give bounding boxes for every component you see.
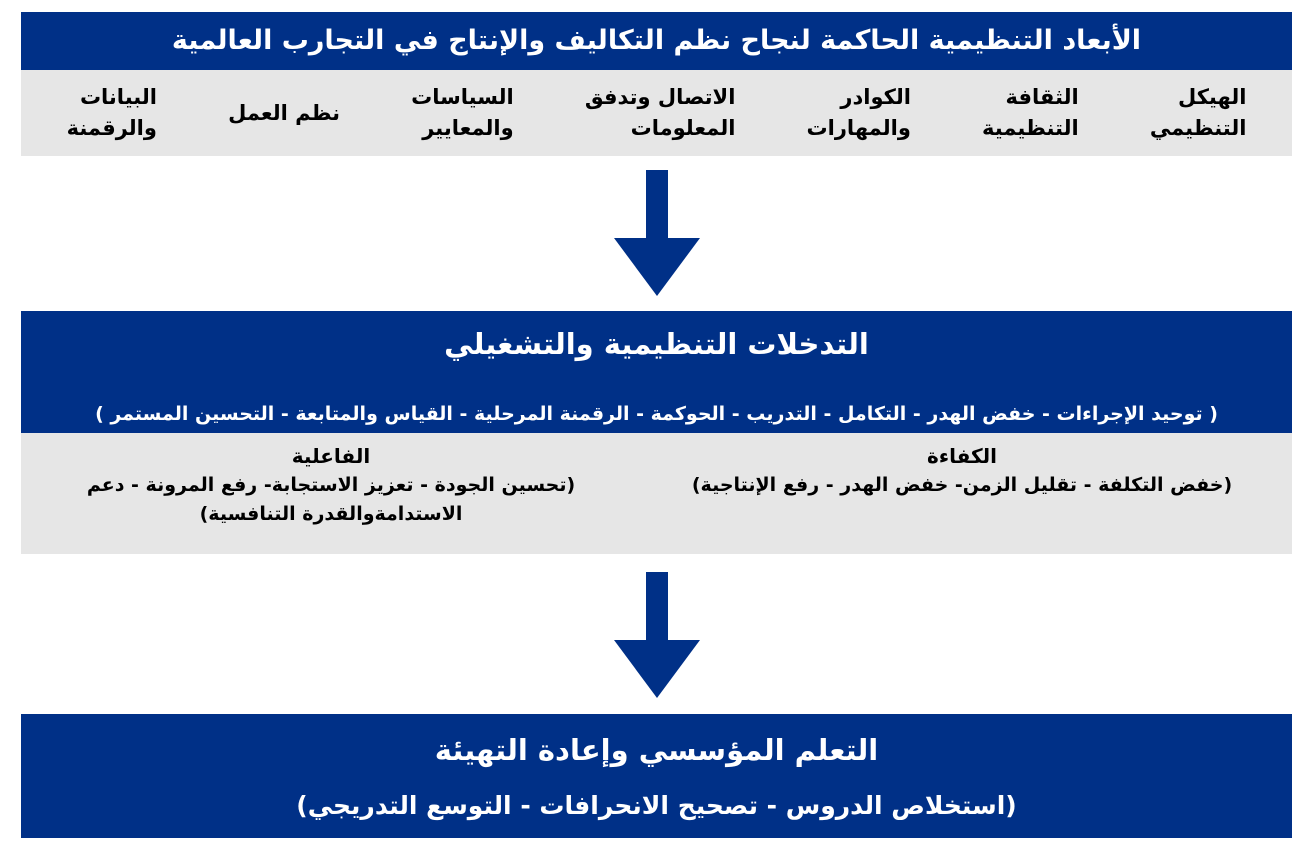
dimension-data-digitization: البيانات والرقمنة [66, 85, 157, 140]
down-arrow-icon [614, 572, 700, 698]
dimension-work-systems: نظم العمل [228, 100, 340, 125]
effectiveness-title: الفاعلية [291, 444, 371, 468]
effectiveness-block [31, 441, 631, 529]
dimension-policies: السياسات والمعايير [411, 85, 514, 140]
effectiveness-body: (تحسين الجودة - تعزيز الاستجابة- رفع المرونة - دعم الاستدامةوالقدرة التنافسية) [86, 474, 576, 525]
dimensions-header: الأبعاد التنظيمية الحاكمة لنجاح نظم التكاليف والإنتاج في التجارب العالمية [21, 12, 1292, 70]
efficiency-block [642, 441, 1282, 500]
interventions-list: ( توحيد الإجراءات - خفض الهدر - التكامل - التدريب - الحوكمة - الرقمنة المرحلية - القياس والمتابعة - التحسين المستمر ) [95, 403, 1218, 425]
efficiency-title: الكفاءة [927, 444, 997, 468]
learning-header [21, 714, 1292, 838]
interventions-title: التدخلات التنظيمية والتشغيلي [444, 327, 869, 361]
dimension-communication: الاتصال وتدفق المعلومات [584, 85, 736, 140]
efficiency-body: (خفض التكلفة - تقليل الزمن- خفض الهدر - رفع الإنتاجية) [691, 474, 1233, 496]
outcomes-row [21, 433, 1292, 554]
learning-title: التعلم المؤسسي وإعادة التهيئة [434, 733, 879, 767]
down-arrow-icon [614, 170, 700, 296]
dimension-structure: الهيكل التنظيمي [1149, 85, 1247, 140]
dimensions-row [21, 70, 1292, 156]
dimension-culture: الثقافة التنظيمية [982, 85, 1079, 140]
dimension-skills: الكوادر والمهارات [806, 85, 911, 140]
interventions-header [21, 311, 1292, 433]
learning-list: (استخلاص الدروس - تصحيح الانحرافات - التوسع التدريجي) [296, 791, 1017, 820]
